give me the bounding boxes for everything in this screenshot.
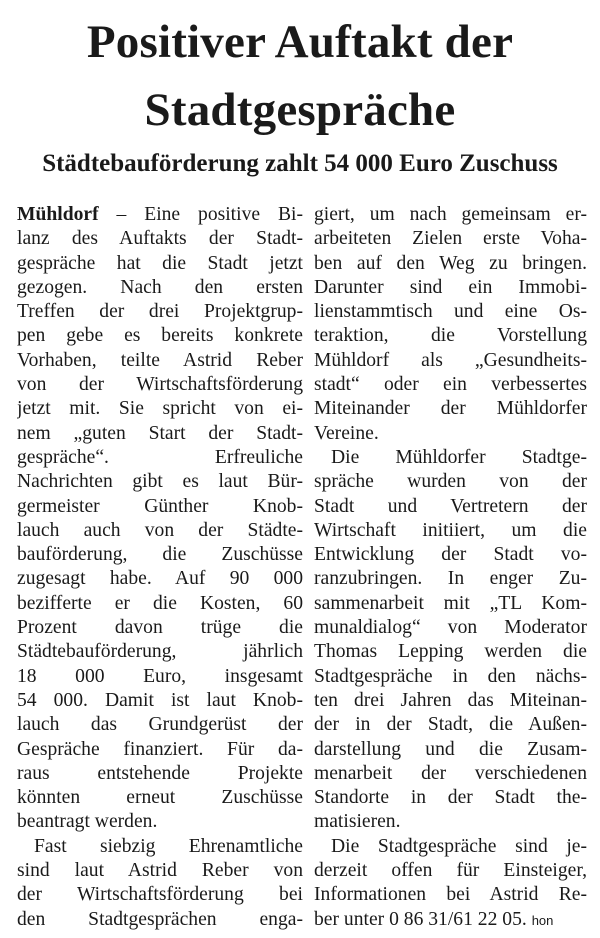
text-line: sammenarbeit mit „TL Kom- — [314, 592, 587, 614]
text-line: nem „guten Start der Stadt- — [17, 422, 303, 444]
text-line: menarbeit der verschiedenen — [314, 762, 587, 784]
text-line: jetzt mit. Sie spricht von ei- — [17, 398, 303, 420]
text-line: derzeit offen für Einsteiger, — [314, 860, 587, 882]
text-line: ten drei Jahren das Miteinan- — [314, 689, 587, 711]
text-line: der Wirtschaftsförderung bei — [17, 884, 303, 906]
text-line: Informationen bei Astrid Re- — [314, 884, 587, 906]
subheadline: Städtebauförderung zahlt 54 000 Euro Zuschuss — [42, 150, 558, 177]
text-line: ber unter 0 86 31/61 22 05. hon — [314, 908, 554, 930]
text-line: bauförderung, die Zuschüsse — [17, 544, 303, 566]
text-line: Thomas Lepping werden die — [314, 641, 587, 663]
text-line: den Stadtgesprächen enga- — [17, 908, 303, 930]
text-line: Mühldorf als „Gesundheits- — [314, 349, 587, 371]
paragraph — [314, 446, 587, 835]
text-line: Treffen der drei Projektgrup- — [17, 301, 303, 323]
text-line: gespräche hat die Stadt jetzt — [17, 252, 303, 274]
text-line: Vereine. — [314, 422, 379, 444]
text-line: darstellung und die Zusam- — [314, 738, 587, 760]
text-line: gezogen. Nach den ersten — [17, 276, 303, 298]
text-line: spräche wurden von der — [314, 471, 587, 493]
text-line: gespräche“. Erfreuliche — [17, 446, 303, 468]
text-line: 18 000 Euro, insgesamt — [17, 665, 303, 687]
text-line: raus entstehende Projekte — [17, 762, 303, 784]
dateline: Mühldorf — [17, 204, 99, 225]
text-line: Mühldorf – Eine positive Bi- — [17, 204, 303, 225]
paragraph — [314, 835, 587, 932]
paragraph — [17, 203, 303, 835]
text-line: lauch auch von der Städte- — [17, 519, 303, 541]
text-line: germeister Günther Knob- — [17, 495, 303, 517]
text-line: stadt“ oder ein verbessertes — [314, 374, 587, 396]
text-line: Miteinander der Mühldorfer — [314, 398, 587, 420]
text-line: Wirtschaft initiiert, um die — [314, 519, 587, 541]
text-line: Gespräche finanziert. Für da- — [17, 738, 303, 760]
text-line: lauch das Grundgerüst der — [17, 714, 303, 736]
paragraph — [17, 835, 303, 932]
headline-line-1: Positiver Auftakt der — [86, 16, 514, 68]
text-line: könnten erneut Zuschüsse — [17, 787, 303, 809]
text-line: matisieren. — [314, 811, 401, 833]
text-line: sind laut Astrid Reber von — [17, 860, 303, 882]
text-line: Entwicklung der Stadt vo- — [314, 544, 587, 566]
text-line: Stadtgespräche in den nächs- — [314, 665, 587, 687]
right-column — [314, 203, 587, 932]
text-line: Die Mühldorfer Stadtge- — [331, 446, 587, 468]
text-line: giert, um nach gemeinsam er- — [314, 204, 587, 225]
text-line: von der Wirtschaftsförderung — [17, 374, 303, 396]
text-line: Fast siebzig Ehrenamtliche — [34, 835, 303, 857]
text-line: Darunter sind ein Immobi- — [314, 276, 587, 298]
text-line: Städtebauförderung, jährlich — [17, 641, 303, 663]
text-line: Prozent davon trüge die — [17, 617, 303, 639]
text-line: ranzubringen. In enger Zu- — [314, 568, 587, 590]
text-line: bezifferte er die Kosten, 60 — [17, 592, 303, 614]
text-line: teraktion, die Vorstellung — [314, 325, 587, 347]
text-line: Stadt und Vertretern der — [314, 495, 587, 517]
text-line: ben auf den Weg zu bringen. — [314, 252, 587, 274]
text-line: munaldialog“ von Moderator — [314, 617, 587, 639]
text-line: Die Stadtgespräche sind je- — [331, 835, 587, 857]
paragraph — [314, 203, 587, 446]
text-line: Nachrichten gibt es laut Bür- — [17, 471, 303, 493]
text-line: der in der Stadt, die Außen- — [314, 714, 587, 736]
headline-line-2: Stadtgespräche — [144, 84, 456, 136]
text-line: arbeiteten Zielen erste Voha- — [314, 228, 587, 250]
text-line: pen gebe es bereits konkrete — [17, 325, 303, 347]
text-line: Standorte in der Stadt the- — [314, 787, 587, 809]
text-line: lienstammtisch und eine Os- — [314, 301, 587, 323]
headline — [0, 8, 600, 144]
text-line: beantragt werden. — [17, 811, 158, 833]
text-line: Vorhaben, teilte Astrid Reber — [17, 349, 303, 371]
text-line: zugesagt habe. Auf 90 000 — [17, 568, 303, 590]
text-line: 54 000. Damit ist laut Knob- — [17, 689, 303, 711]
author-initials: hon — [531, 912, 554, 928]
left-column — [17, 203, 303, 932]
text-line: lanz des Auftakts der Stadt- — [17, 228, 303, 250]
